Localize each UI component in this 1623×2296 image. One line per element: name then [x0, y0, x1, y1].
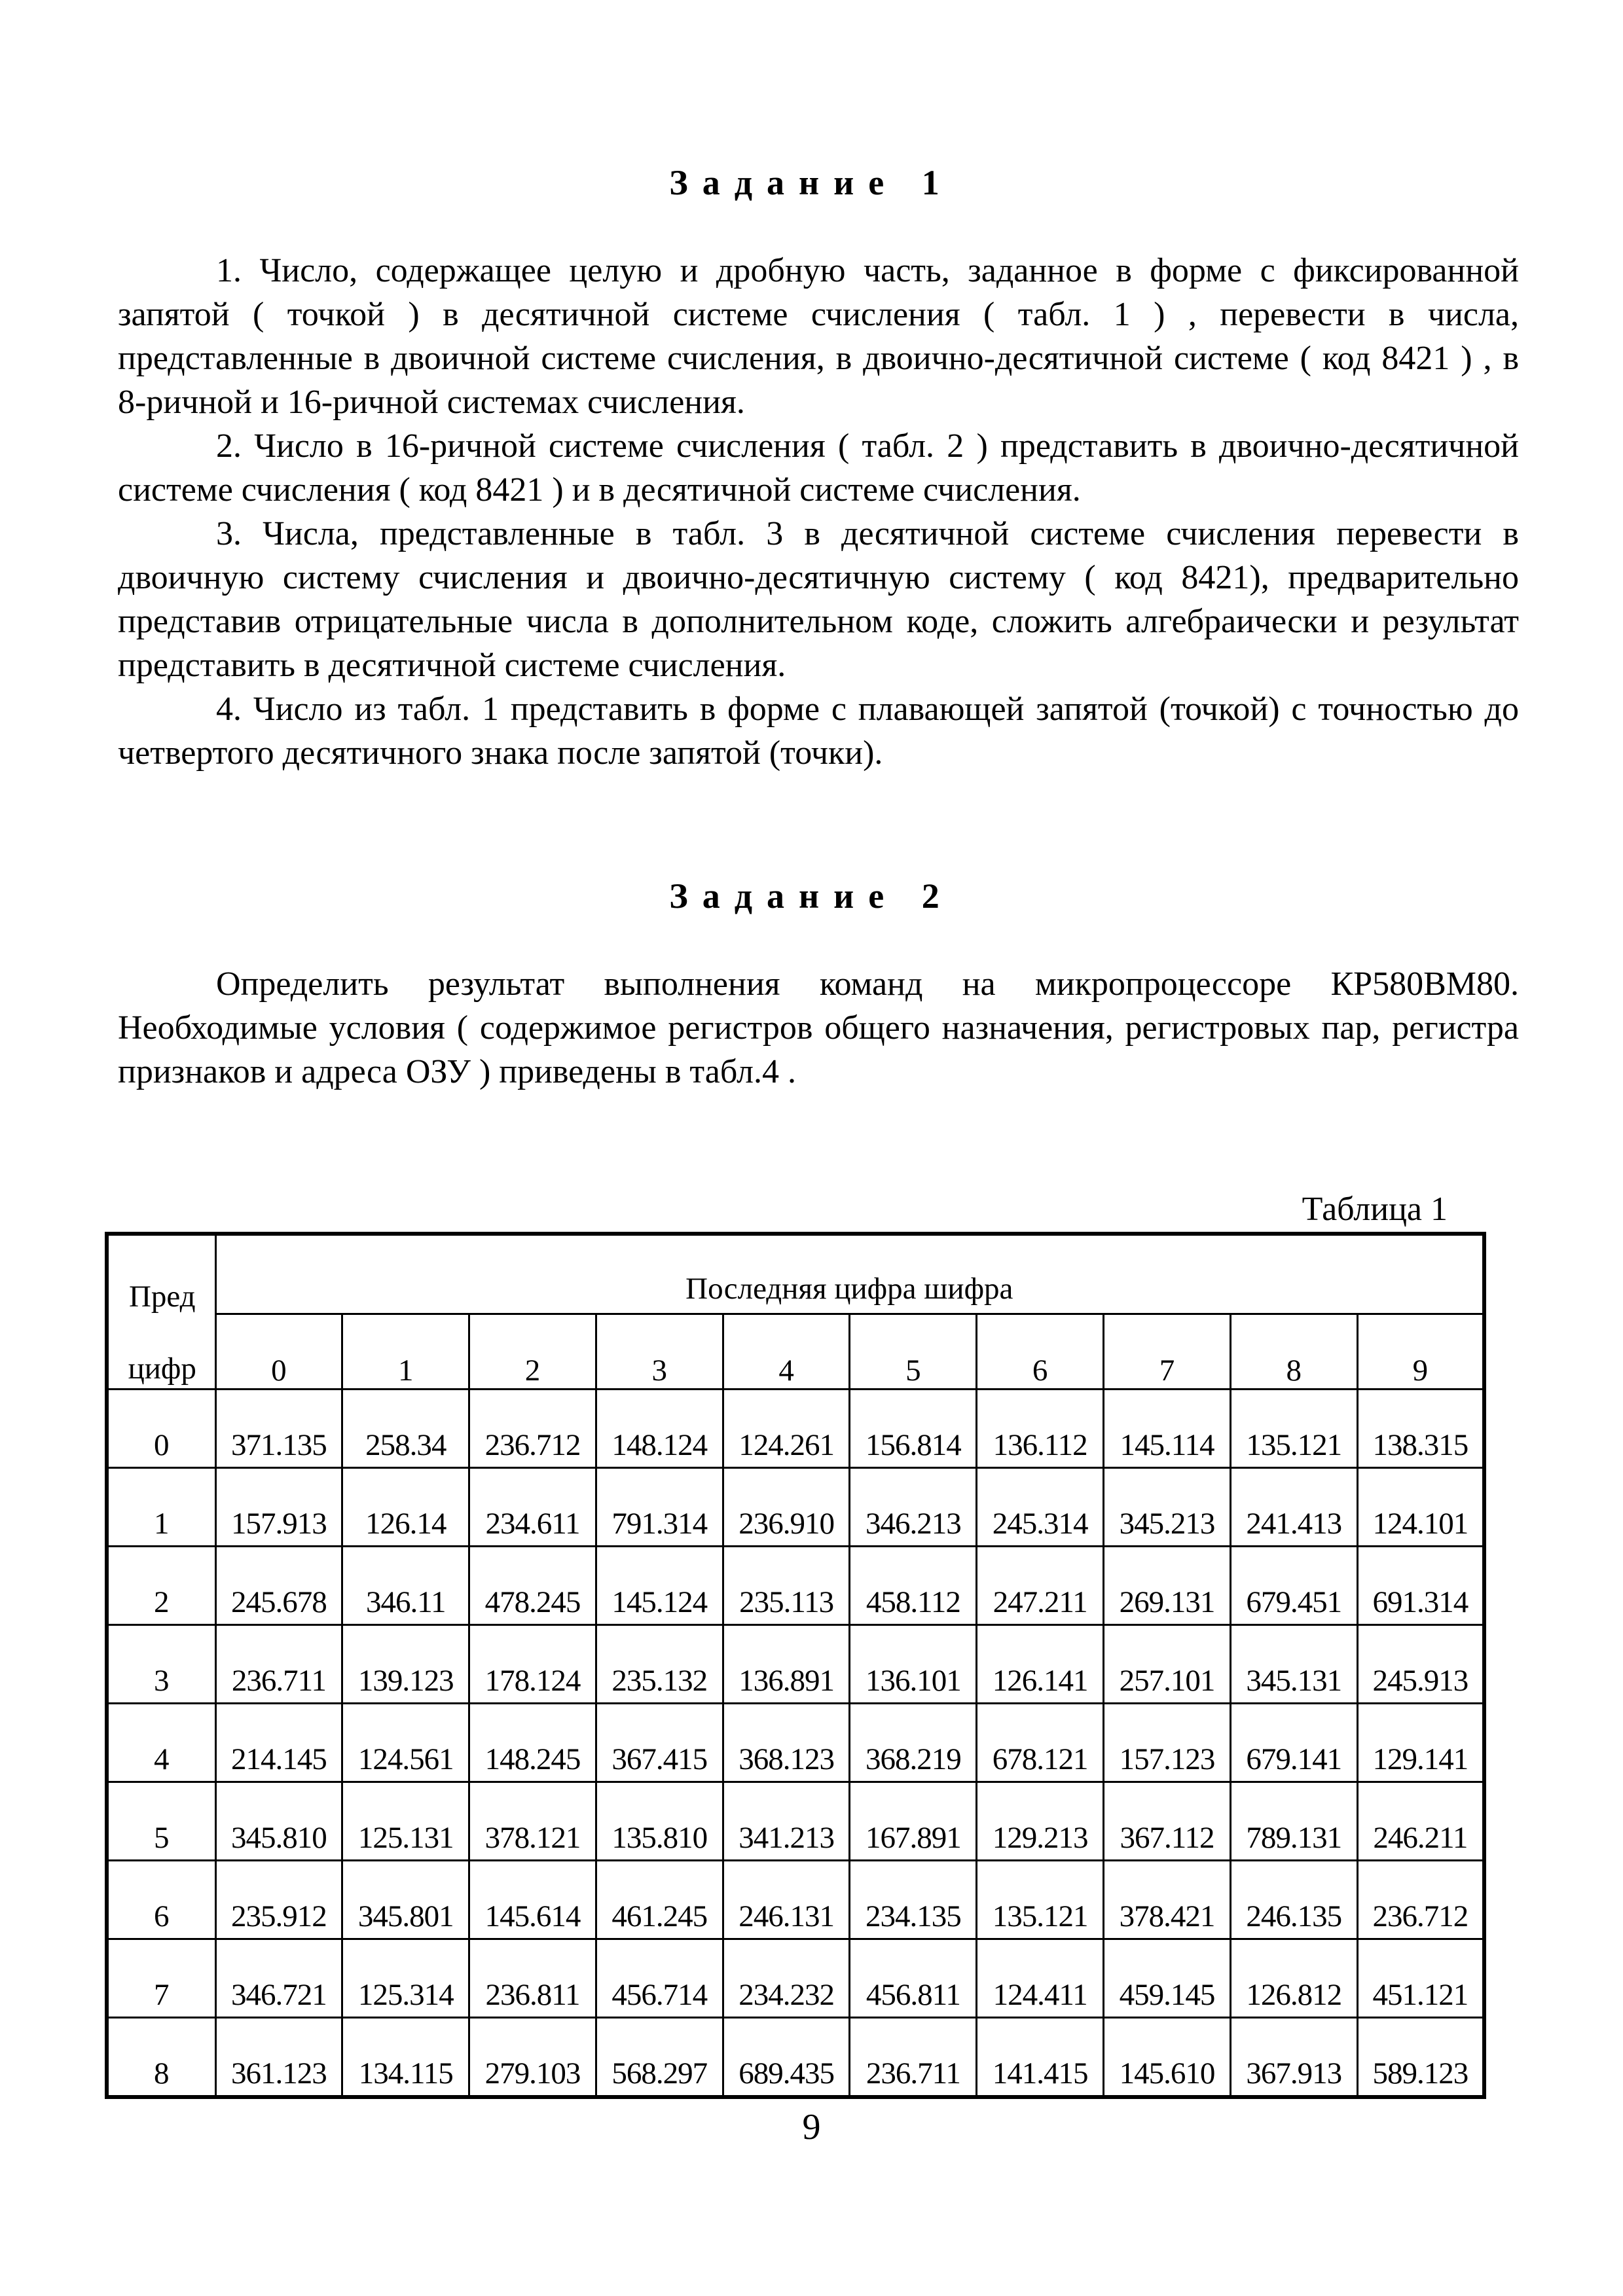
- table-cell: 459.145: [1104, 1939, 1231, 2018]
- table-cell: 236.712: [1357, 1861, 1484, 1939]
- table-cell: 134.115: [342, 2018, 469, 2098]
- table-cell: 214.145: [215, 1704, 342, 1782]
- corner-label-line1: Пред: [128, 1280, 196, 1314]
- table-cell: 126.14: [342, 1468, 469, 1547]
- table-cell: 235.132: [596, 1625, 723, 1704]
- table-cell: 361.123: [215, 2018, 342, 2098]
- table-cell: 124.261: [723, 1390, 850, 1468]
- table-cell: 568.297: [596, 2018, 723, 2098]
- row-label: 1: [107, 1468, 215, 1547]
- table-cell: 589.123: [1357, 2018, 1484, 2098]
- table-cell: 345.810: [215, 1782, 342, 1861]
- column-header-7: 7: [1104, 1314, 1231, 1390]
- column-header-8: 8: [1230, 1314, 1357, 1390]
- table-cell: 456.811: [850, 1939, 977, 2018]
- table-cell: 456.714: [596, 1939, 723, 2018]
- table-cell: 129.213: [977, 1782, 1104, 1861]
- table-cell: 141.415: [977, 2018, 1104, 2098]
- table-row: [107, 1861, 1484, 1939]
- table-cell: 371.135: [215, 1390, 342, 1468]
- table-cell: 234.135: [850, 1861, 977, 1939]
- table1-digit-header-row: [107, 1314, 1484, 1390]
- table1-header-row-1: [107, 1234, 1484, 1314]
- table-cell: 145.114: [1104, 1390, 1231, 1468]
- table-cell: 689.435: [723, 2018, 850, 2098]
- task1-paragraph-2: 2. Число в 16-ричной системе счисления ( табл. 2 ) представить в двоично-десятичной системе счисления ( код 8421 ) и в десятичной системе счисления.: [118, 427, 1519, 509]
- table-cell: 135.121: [1230, 1390, 1357, 1468]
- table-cell: 235.113: [723, 1547, 850, 1625]
- table-cell: 157.913: [215, 1468, 342, 1547]
- table-cell: 136.112: [977, 1390, 1104, 1468]
- column-header-6: 6: [977, 1314, 1104, 1390]
- table-cell: 246.211: [1357, 1782, 1484, 1861]
- row-label: 3: [107, 1625, 215, 1704]
- table-cell: 367.415: [596, 1704, 723, 1782]
- table-cell: 126.141: [977, 1625, 1104, 1704]
- table-cell: 139.123: [342, 1625, 469, 1704]
- table-row: [107, 1782, 1484, 1861]
- table-cell: 246.135: [1230, 1861, 1357, 1939]
- row-label: 4: [107, 1704, 215, 1782]
- table-row: [107, 1468, 1484, 1547]
- table1-caption: Таблица 1: [1302, 1191, 1448, 1228]
- table-cell: 126.812: [1230, 1939, 1357, 2018]
- table-cell: 145.610: [1104, 2018, 1231, 2098]
- table-cell: 368.219: [850, 1704, 977, 1782]
- table-cell: 258.34: [342, 1390, 469, 1468]
- row-label: 0: [107, 1390, 215, 1468]
- table1: [105, 1232, 1486, 2099]
- table-cell: 236.712: [469, 1390, 596, 1468]
- table-cell: 245.314: [977, 1468, 1104, 1547]
- table-cell: 478.245: [469, 1547, 596, 1625]
- table-cell: 345.213: [1104, 1468, 1231, 1547]
- table-cell: 368.123: [723, 1704, 850, 1782]
- table-cell: 346.11: [342, 1547, 469, 1625]
- column-header-3: 3: [596, 1314, 723, 1390]
- table-cell: 236.811: [469, 1939, 596, 2018]
- table-cell: 157.123: [1104, 1704, 1231, 1782]
- table-cell: 148.124: [596, 1390, 723, 1468]
- row-label: 8: [107, 2018, 215, 2098]
- table-cell: 345.801: [342, 1861, 469, 1939]
- table-cell: 789.131: [1230, 1782, 1357, 1861]
- table-cell: 236.910: [723, 1468, 850, 1547]
- task2-heading: Задание 2: [669, 876, 954, 916]
- table-row: [107, 1547, 1484, 1625]
- corner-label-line2: цифр: [128, 1352, 196, 1386]
- table-cell: 246.131: [723, 1861, 850, 1939]
- table-cell: 245.678: [215, 1547, 342, 1625]
- table-cell: 451.121: [1357, 1939, 1484, 2018]
- table-cell: 145.124: [596, 1547, 723, 1625]
- row-label: 2: [107, 1547, 215, 1625]
- table-cell: 234.232: [723, 1939, 850, 2018]
- table-cell: 458.112: [850, 1547, 977, 1625]
- task1-paragraph-1: 1. Число, содержащее целую и дробную часть, заданное в форме с фиксированной запятой ( точкой ) в десятичной системе счисления ( табл. 1 ) , перевести в числа, представленные в двоичной системе счисления, в двоично-десятичной системе ( код 8421 ) , в 8-ричной и 16-ричной системах счисления.: [118, 252, 1519, 421]
- task1-heading: Задание 1: [669, 163, 954, 202]
- table-cell: 367.112: [1104, 1782, 1231, 1861]
- column-header-0: 0: [215, 1314, 342, 1390]
- table-cell: 138.315: [1357, 1390, 1484, 1468]
- row-label: 5: [107, 1782, 215, 1861]
- table-cell: 124.101: [1357, 1468, 1484, 1547]
- table-cell: 269.131: [1104, 1547, 1231, 1625]
- table-cell: 156.814: [850, 1390, 977, 1468]
- column-header-4: 4: [723, 1314, 850, 1390]
- table-cell: 136.891: [723, 1625, 850, 1704]
- table-row: [107, 1390, 1484, 1468]
- table-cell: 124.561: [342, 1704, 469, 1782]
- table-cell: 245.913: [1357, 1625, 1484, 1704]
- table-row: [107, 1704, 1484, 1782]
- table-row: [107, 1939, 1484, 2018]
- table1-body: [107, 1234, 1484, 2097]
- table-cell: 345.131: [1230, 1625, 1357, 1704]
- table-cell: 367.913: [1230, 2018, 1357, 2098]
- task2-body: [118, 962, 1519, 1094]
- table-cell: 145.614: [469, 1861, 596, 1939]
- table-cell: 234.611: [469, 1468, 596, 1547]
- task1-paragraph-4: 4. Число из табл. 1 представить в форме с плавающей запятой (точкой) с точностью до четвертого десятичного знака после запятой (точки).: [118, 691, 1519, 772]
- table-cell: 378.421: [1104, 1861, 1231, 1939]
- table-cell: 679.451: [1230, 1547, 1357, 1625]
- task1-paragraph-3: 3. Числа, представленные в табл. 3 в десятичной системе счисления перевести в двоичную систему счисления и двоично-десятичную систему ( код 8421), предварительно представив отрицательные числа в дополнительном коде, сложить алгебраически и результат представить в десятичной системе счисления.: [118, 515, 1519, 684]
- table-cell: 678.121: [977, 1704, 1104, 1782]
- table-cell: 136.101: [850, 1625, 977, 1704]
- table-cell: 341.213: [723, 1782, 850, 1861]
- table-cell: 691.314: [1357, 1547, 1484, 1625]
- task1-body: [118, 249, 1519, 775]
- table-cell: 791.314: [596, 1468, 723, 1547]
- table-cell: 135.810: [596, 1782, 723, 1861]
- table-row: [107, 2018, 1484, 2098]
- table-cell: 125.314: [342, 1939, 469, 2018]
- table-row: [107, 1625, 1484, 1704]
- table-cell: 461.245: [596, 1861, 723, 1939]
- table-cell: 125.131: [342, 1782, 469, 1861]
- table-cell: 129.141: [1357, 1704, 1484, 1782]
- table-cell: 236.711: [215, 1625, 342, 1704]
- table-cell: 241.413: [1230, 1468, 1357, 1547]
- table-cell: 679.141: [1230, 1704, 1357, 1782]
- column-header-5: 5: [850, 1314, 977, 1390]
- table-cell: 148.245: [469, 1704, 596, 1782]
- row-label: 7: [107, 1939, 215, 2018]
- page-number: 9: [802, 2107, 821, 2147]
- column-header-1: 1: [342, 1314, 469, 1390]
- row-label: 6: [107, 1861, 215, 1939]
- table-cell: 279.103: [469, 2018, 596, 2098]
- table-cell: 135.121: [977, 1861, 1104, 1939]
- table-cell: 235.912: [215, 1861, 342, 1939]
- column-header-9: 9: [1357, 1314, 1484, 1390]
- table-cell: 178.124: [469, 1625, 596, 1704]
- table-cell: 236.711: [850, 2018, 977, 2098]
- table1-corner-cell: [107, 1234, 215, 1390]
- table1-group-header: Последняя цифра шифра: [215, 1234, 1484, 1314]
- table-cell: 167.891: [850, 1782, 977, 1861]
- task2-paragraph-1: Определить результат выполнения команд на микропроцессоре КР580ВМ80. Необходимые условия ( содержимое регистров общего назначения, регистровых пар, регистра признаков и адреса ОЗУ ) приведены в табл.4 .: [118, 965, 1519, 1090]
- table-cell: 124.411: [977, 1939, 1104, 2018]
- column-header-2: 2: [469, 1314, 596, 1390]
- table-cell: 346.213: [850, 1468, 977, 1547]
- table-cell: 257.101: [1104, 1625, 1231, 1704]
- table-cell: 346.721: [215, 1939, 342, 2018]
- table-cell: 378.121: [469, 1782, 596, 1861]
- table-cell: 247.211: [977, 1547, 1104, 1625]
